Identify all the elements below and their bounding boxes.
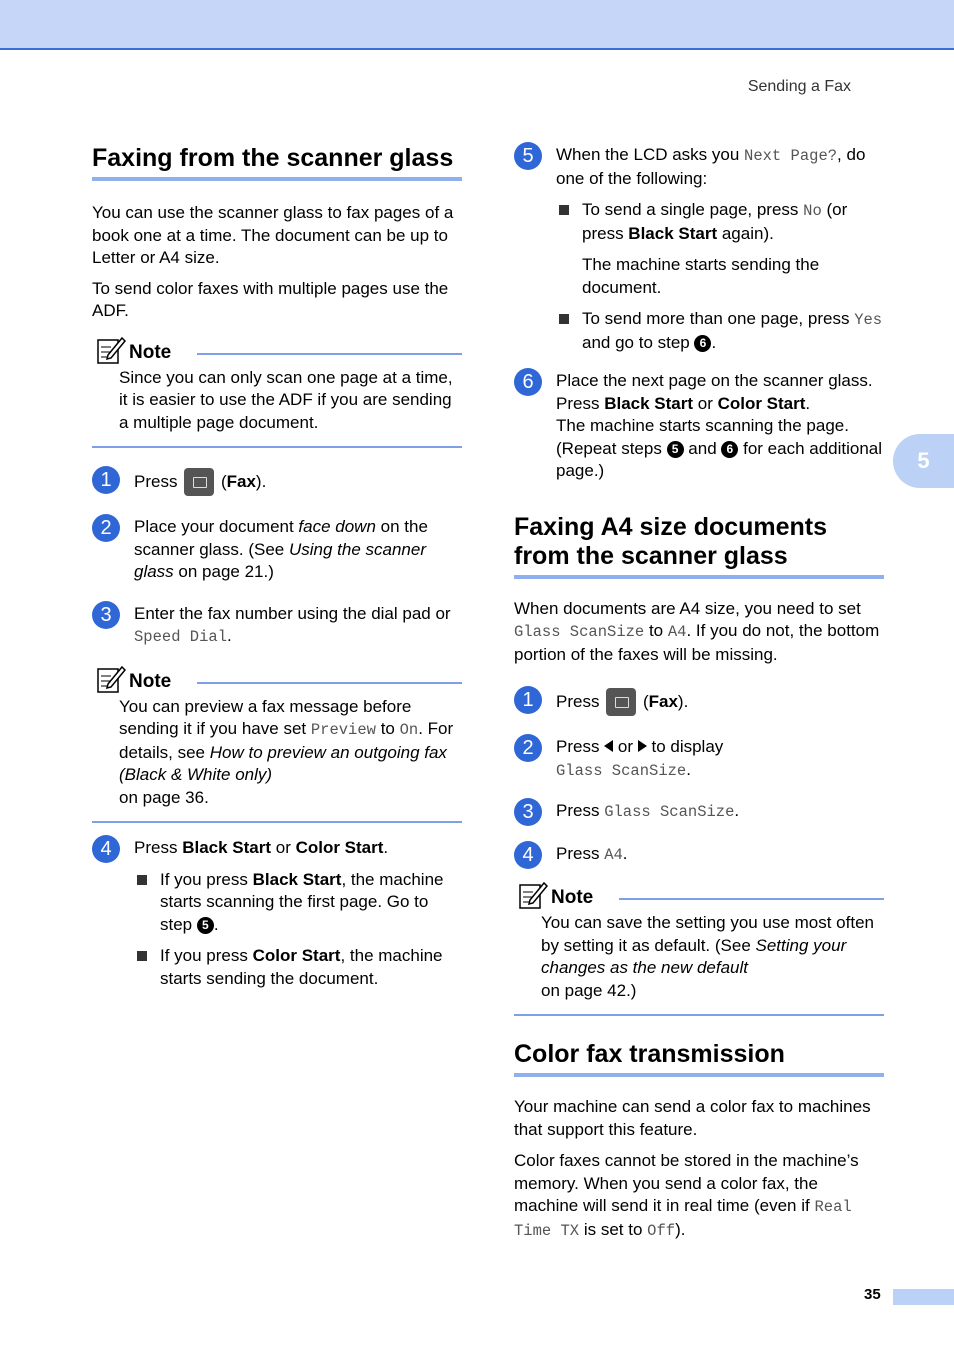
step-ref-icon: 6: [721, 441, 738, 458]
top-band: [0, 0, 954, 50]
section-title: Faxing A4 size documents from the scanner glass: [514, 513, 884, 579]
step-number: 1: [92, 466, 120, 494]
page-number: 35: [864, 1286, 881, 1303]
note-pencil-icon: [96, 335, 126, 365]
bullet-square-icon: [559, 314, 569, 324]
step-number: 3: [514, 798, 542, 826]
right-column: [514, 140, 884, 1242]
note-label: Note: [551, 887, 594, 908]
step-ref-icon: 5: [667, 441, 684, 458]
note-box: [92, 668, 462, 824]
fax-key-icon: [606, 688, 636, 716]
note-pencil-icon: [96, 664, 126, 694]
intro-paragraph: To send color faxes with multiple pages use the ADF.: [92, 278, 449, 320]
bullet-item: To send a single page, press No (or press Black Start again).: [556, 199, 884, 245]
step-4: 4 Press A4.: [514, 843, 884, 867]
left-column: [92, 144, 462, 990]
step-2: 2 Place your document face down on the scanner glass. (See Using the scanner glass on page 21.): [92, 516, 462, 584]
step-number: 4: [92, 835, 120, 863]
section-title: Faxing from the scanner glass: [92, 144, 462, 181]
bullet-square-icon: [137, 951, 147, 961]
right-arrow-icon: [638, 740, 647, 752]
note-text: Since you can only scan one page at a time, it is easier to use the ADF if you are sending a multiple page document.: [119, 367, 453, 432]
running-header: Sending a Fax: [747, 78, 851, 95]
step-3: 3 Enter the fax number using the dial pad or Speed Dial.: [92, 603, 462, 649]
section-paragraph: Your machine can send a color fax to machines that support this feature.: [514, 1097, 871, 1139]
bullet-square-icon: [137, 875, 147, 885]
step-number: 5: [514, 142, 542, 170]
step-ref-icon: 5: [197, 917, 214, 934]
step-2: 2 Press or to display Glass ScanSize.: [514, 736, 884, 782]
step-1: 1 Press (Fax).: [92, 468, 462, 496]
section-title: Color fax transmission: [514, 1040, 884, 1077]
note-pencil-icon: [518, 880, 548, 910]
step-number: 3: [92, 601, 120, 629]
fax-key-icon: [184, 468, 214, 496]
bullet-item: If you press Color Start, the machine starts sending the document.: [134, 945, 462, 990]
step-number: 6: [514, 368, 542, 396]
step-number: 2: [514, 734, 542, 762]
note-text: You can save the setting you use most often by setting it as default. (See Setting your changes as the new default on page 42.): [541, 913, 874, 1000]
page-number-bar: [893, 1289, 954, 1305]
bullet-square-icon: [559, 205, 569, 215]
sub-paragraph: The machine starts sending the document.: [582, 255, 820, 297]
bullet-item: To send more than one page, press Yes and go to step 6 .: [556, 308, 884, 354]
step-1: 1 Press (Fax).: [514, 688, 884, 716]
note-label: Note: [129, 341, 172, 363]
step-5: 5 When the LCD asks you Next Page?, do one of the following:: [514, 144, 884, 190]
intro-paragraph: You can use the scanner glass to fax pages of a book one at a time. The document can be up to Letter or A4 size.: [92, 203, 454, 267]
step-ref-icon: 6: [694, 335, 711, 352]
section-paragraph: Color faxes cannot be stored in the machine’s memory. When you send a color fax, the machine will send it in real time (even if Real Time TX is set to Off).: [514, 1151, 859, 1240]
note-text: You can preview a fax message before sending it if you have set Preview to On. For details, see How to preview an outgoing fax (Black & White only) on page 36.: [119, 696, 454, 807]
section-paragraph: When documents are A4 size, you need to set Glass ScanSize to A4. If you do not, the bottom portion of the faxes will be missing.: [514, 598, 880, 664]
step-3: 3 Press Glass ScanSize.: [514, 800, 884, 824]
note-box: [514, 884, 884, 1016]
step-6: 6 Place the next page on the scanner glass. Press Black Start or Color Start. The machine starts scanning the page. (Repeat steps 5 and 6 for each additional page.): [514, 370, 884, 483]
note-label: Note: [129, 670, 172, 692]
step-number: 2: [92, 514, 120, 542]
left-arrow-icon: [604, 740, 613, 752]
chapter-tab: 5: [893, 434, 954, 488]
note-box: [92, 339, 462, 449]
step-4: 4 Press Black Start or Color Start.: [92, 837, 462, 860]
bullet-item: If you press Black Start, the machine starts scanning the first page. Go to step 5 .: [134, 869, 462, 937]
step-number: 1: [514, 686, 542, 714]
step-number: 4: [514, 841, 542, 869]
